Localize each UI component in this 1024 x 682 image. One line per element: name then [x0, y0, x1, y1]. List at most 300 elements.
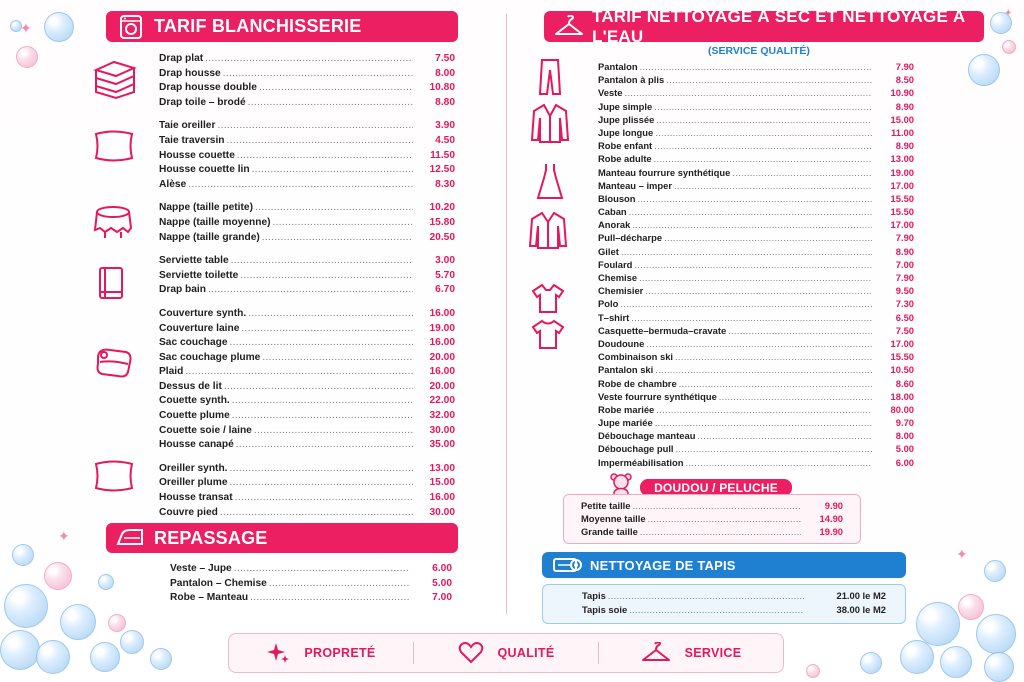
item-price: 3.90: [435, 120, 455, 132]
dot-leader: [648, 512, 801, 525]
item-price: 80.00: [890, 403, 914, 415]
item-price: 3.00: [435, 255, 455, 267]
dot-leader: [620, 297, 872, 310]
dot-leader: [234, 562, 410, 577]
dot-leader: [638, 192, 873, 205]
item-label: Dessus de lit: [159, 380, 222, 392]
item-label: Veste – Jupe: [170, 563, 232, 574]
laundry-title: TARIF BLANCHISSERIE: [154, 16, 362, 36]
ironing-title: REPASSAGE: [154, 527, 268, 548]
dot-leader: [697, 429, 872, 442]
dot-leader: [621, 245, 872, 258]
sparkle-icon: ✦: [1004, 8, 1013, 19]
dot-leader: [259, 81, 413, 96]
dot-leader: [656, 113, 872, 126]
item-label: Jupe longue: [598, 126, 654, 138]
dot-leader: [655, 126, 872, 139]
price-row: [170, 577, 452, 592]
item-price: 14.90: [819, 513, 843, 524]
price-row: [159, 81, 455, 96]
bubble-decoration: [98, 574, 114, 590]
price-row: [598, 311, 914, 324]
item-price: 17.00: [890, 219, 914, 231]
item-label: Couverture synth.: [159, 307, 247, 319]
price-row: [598, 337, 914, 350]
footer-service-label: SERVICE: [684, 646, 742, 660]
tablecloth-icon: [92, 204, 134, 240]
item-price: 16.00: [429, 366, 455, 378]
price-row: [598, 324, 914, 337]
price-row: [581, 512, 843, 525]
dot-leader: [252, 163, 413, 178]
price-row: [159, 307, 455, 322]
ironing-header: [106, 523, 458, 553]
item-price: 32.00: [429, 410, 455, 422]
dot-leader: [230, 476, 413, 491]
price-row: [159, 506, 455, 521]
item-label: Robe – Manteau: [170, 592, 249, 604]
item-price: 15.00: [429, 477, 455, 489]
price-row: [598, 429, 914, 442]
dot-leader: [632, 218, 872, 231]
item-price: 8.00: [435, 67, 455, 79]
drycleaning-title: TARIF NETTOYAGE À SEC ET NETTOYAGE À L'EAU: [592, 6, 966, 46]
item-price: 9.70: [895, 417, 914, 429]
carpet-header: [542, 552, 906, 578]
pillow-icon: [92, 128, 136, 164]
price-row: [582, 589, 886, 603]
item-price: 8.90: [895, 100, 914, 112]
item-label: Sac couchage plume: [159, 351, 261, 363]
item-label: Drap housse double: [159, 82, 257, 94]
item-price: 8.90: [895, 140, 914, 152]
bubble-decoration: [90, 642, 120, 672]
item-label: Gilet: [598, 245, 619, 257]
bubble-decoration: [940, 646, 972, 678]
item-price: 8.00: [895, 430, 914, 442]
item-label: Caban: [598, 206, 627, 218]
dot-leader: [640, 60, 872, 73]
item-label: Housse transat: [159, 492, 233, 504]
dot-leader: [255, 201, 413, 216]
price-row: [598, 60, 914, 73]
price-row: [159, 96, 455, 111]
price-row: [159, 149, 455, 164]
item-label: Imperméabilisation: [598, 456, 684, 468]
price-row: [598, 377, 914, 390]
dot-leader: [241, 322, 413, 337]
item-price: 22.00: [429, 395, 455, 407]
footer-quality-label: QUALITÉ: [497, 646, 555, 660]
dot-leader: [232, 409, 413, 424]
item-label: Housse couette: [159, 149, 235, 161]
bubble-decoration: [4, 584, 48, 628]
price-row: [598, 416, 914, 429]
dot-leader: [685, 456, 872, 469]
towel-icon: [96, 264, 128, 302]
price-row: [159, 409, 455, 424]
footer-values-bar: [228, 633, 784, 673]
item-price: 7.30: [895, 298, 914, 310]
dot-leader: [674, 179, 872, 192]
price-row: [598, 166, 914, 179]
dot-leader: [262, 231, 413, 246]
item-price: 13.00: [429, 462, 455, 474]
bubble-decoration: [900, 640, 934, 674]
item-price: 16.00: [429, 492, 455, 504]
item-label: Anorak: [598, 219, 631, 231]
price-row: [159, 322, 455, 337]
tshirt-icon: [530, 318, 566, 350]
item-label: Foulard: [598, 258, 633, 270]
bubble-decoration: [958, 594, 984, 620]
price-row: [159, 254, 455, 269]
price-row: [159, 351, 455, 366]
item-label: Sac couchage: [159, 337, 228, 349]
price-row: [598, 179, 914, 192]
price-row: [598, 126, 914, 139]
item-label: Jupe mariée: [598, 417, 653, 429]
item-label: Robe enfant: [598, 140, 653, 152]
price-row: [159, 216, 455, 231]
item-label: Taie oreiller: [159, 120, 216, 132]
sparkle-icon: ✦: [20, 20, 32, 36]
price-row: [598, 363, 914, 376]
price-row: [159, 178, 455, 193]
bubble-decoration: [44, 12, 74, 42]
item-price: 8.30: [435, 178, 455, 190]
item-label: Combinaison ski: [598, 351, 674, 363]
price-row: [159, 491, 455, 506]
price-row: [598, 86, 914, 99]
price-row: [159, 52, 455, 67]
dot-leader: [646, 337, 872, 350]
dot-leader: [231, 254, 413, 269]
dot-leader: [262, 351, 413, 366]
group-spacer: [159, 453, 455, 462]
item-label: Robe mariée: [598, 403, 655, 415]
dot-leader: [654, 139, 872, 152]
dot-leader: [633, 499, 802, 512]
item-price: 19.00: [890, 166, 914, 178]
dot-leader: [666, 73, 872, 86]
price-row: [598, 350, 914, 363]
item-label: Couvre pied: [159, 506, 218, 518]
dot-leader: [185, 365, 413, 380]
price-row: [598, 271, 914, 284]
price-row: [159, 269, 455, 284]
dot-leader: [675, 350, 872, 363]
item-label: Oreiller synth.: [159, 462, 228, 474]
item-label: Oreiller plume: [159, 477, 228, 489]
dot-leader: [232, 394, 413, 409]
iron-icon: [116, 523, 146, 553]
price-row: [159, 424, 455, 439]
sparkle-icon: ✦: [956, 546, 968, 562]
bubble-decoration: [150, 648, 172, 670]
drycleaning-header: [544, 6, 984, 46]
item-label: Nappe (taille petite): [159, 202, 253, 214]
dot-leader: [208, 283, 413, 298]
item-price: 15.50: [890, 351, 914, 363]
item-price: 18.00: [890, 390, 914, 402]
price-row: [159, 462, 455, 477]
item-label: Nappe (taille moyenne): [159, 216, 271, 228]
dot-leader: [719, 390, 872, 403]
item-price: 35.00: [429, 439, 455, 451]
column-divider: [506, 14, 507, 614]
item-price: 8.60: [895, 377, 914, 389]
item-price: 16.00: [429, 307, 455, 319]
price-row: [598, 245, 914, 258]
dot-leader: [248, 307, 413, 322]
price-row: [159, 231, 455, 246]
price-row: [581, 525, 843, 538]
dot-leader: [205, 52, 413, 67]
item-price: 10.50: [890, 364, 914, 376]
item-label: Robe adulte: [598, 153, 652, 165]
dot-leader: [639, 271, 872, 284]
group-spacer: [159, 192, 455, 201]
item-label: Casquette–bermuda–cravate: [598, 324, 727, 336]
washing-machine-icon: [116, 12, 146, 42]
item-price: 15.50: [890, 206, 914, 218]
item-label: Blouson: [598, 192, 636, 204]
group-spacer: [159, 298, 455, 307]
item-price: 19.90: [819, 526, 843, 537]
dot-leader: [220, 506, 413, 521]
dot-leader: [227, 134, 414, 149]
item-price: 19.00: [429, 322, 455, 334]
plush-title: DOUDOU / PELUCHE: [654, 480, 778, 495]
bubble-decoration: [860, 652, 882, 674]
dot-leader: [664, 231, 872, 244]
footer-cleanliness: [229, 641, 413, 665]
item-price: 30.00: [429, 424, 455, 436]
item-price: 7.00: [432, 592, 452, 604]
dot-leader: [634, 258, 872, 271]
price-row: [170, 562, 452, 577]
bubble-decoration: [0, 630, 40, 670]
item-label: Doudoune: [598, 337, 645, 349]
item-price: 8.50: [895, 74, 914, 86]
hanger-icon: [641, 642, 671, 664]
item-label: Débouchage manteau: [598, 430, 696, 442]
dot-leader: [629, 205, 872, 218]
price-row: [598, 231, 914, 244]
price-row: [598, 192, 914, 205]
item-label: Couette soie / laine: [159, 424, 252, 436]
item-label: Petite taille: [581, 500, 631, 511]
item-label: Serviette table: [159, 255, 229, 267]
bubble-decoration: [44, 562, 72, 590]
dot-leader: [728, 324, 872, 337]
price-row: [598, 100, 914, 113]
sparkle-icon: [266, 641, 290, 665]
dot-leader: [732, 166, 872, 179]
dot-leader: [655, 416, 872, 429]
bubble-decoration: [16, 46, 38, 68]
item-label: Drap housse: [159, 67, 221, 79]
item-label: Nappe (taille grande): [159, 231, 260, 243]
item-price: 5.00: [432, 577, 452, 589]
dot-leader: [269, 577, 410, 592]
item-label: Housse canapé: [159, 439, 234, 451]
item-price: 7.50: [895, 324, 914, 336]
dot-leader: [640, 525, 801, 538]
price-row: [159, 476, 455, 491]
bubble-decoration: [916, 602, 960, 646]
price-row: [159, 283, 455, 298]
price-row: [159, 438, 455, 453]
price-row: [598, 139, 914, 152]
dot-leader: [608, 589, 804, 603]
bubble-decoration: [120, 630, 144, 654]
dot-leader: [273, 216, 413, 231]
item-price: 15.00: [890, 113, 914, 125]
item-price: 11.00: [891, 126, 914, 138]
price-row: [159, 134, 455, 149]
dot-leader: [188, 178, 413, 193]
plush-price-list: [581, 499, 843, 538]
item-label: Couette synth.: [159, 395, 230, 407]
item-label: Tapis soie: [582, 604, 628, 615]
price-row: [598, 73, 914, 86]
ironing-price-list: [170, 562, 452, 606]
item-label: Housse couette lin: [159, 164, 250, 176]
coat-icon: [528, 210, 568, 250]
dot-leader: [625, 86, 873, 99]
item-label: Couette plume: [159, 410, 230, 422]
polo-shirt-icon: [530, 282, 566, 314]
item-price: 5.70: [435, 269, 455, 281]
price-row: [598, 258, 914, 271]
dot-leader: [230, 336, 413, 351]
dot-leader: [676, 442, 872, 455]
price-row: [159, 394, 455, 409]
laundry-price-list: [159, 52, 455, 520]
item-label: Grande taille: [581, 526, 638, 537]
item-price: 20.00: [429, 351, 455, 363]
dot-leader: [629, 603, 804, 617]
item-label: Pantalon ski: [598, 364, 654, 376]
item-price: 7.50: [435, 53, 455, 64]
group-spacer: [159, 245, 455, 254]
item-label: Manteau fourrure synthétique: [598, 166, 731, 178]
price-row: [159, 163, 455, 178]
laundry-header: [106, 11, 458, 42]
item-label: Taie traversin: [159, 134, 225, 146]
item-price: 8.90: [895, 245, 914, 257]
item-price: 7.90: [895, 61, 914, 72]
dot-leader: [654, 152, 872, 165]
item-price: 6.00: [895, 456, 914, 468]
trousers-icon: [536, 58, 564, 96]
item-label: Pantalon – Chemise: [170, 577, 267, 589]
item-price: 10.20: [429, 202, 455, 214]
dot-leader: [240, 269, 413, 284]
bubble-decoration: [806, 664, 820, 678]
dot-leader: [223, 67, 413, 82]
price-row: [598, 284, 914, 297]
footer-cleanliness-label: PROPRETÉ: [304, 646, 376, 660]
item-label: Pantalon à plis: [598, 74, 665, 86]
item-label: Débouchage pull: [598, 443, 674, 455]
item-price: 16.00: [429, 337, 455, 349]
item-label: Veste fourrure synthétique: [598, 390, 717, 402]
item-price: 10.90: [890, 87, 914, 99]
item-price: 15.80: [429, 216, 455, 228]
item-label: Serviette toilette: [159, 269, 239, 281]
item-price: 30.00: [429, 506, 455, 518]
bubble-decoration: [984, 560, 1006, 582]
dot-leader: [679, 377, 872, 390]
price-row: [598, 297, 914, 310]
item-price: 7.90: [895, 232, 914, 244]
price-row: [598, 456, 914, 469]
item-label: Plaid: [159, 366, 184, 378]
price-row: [170, 591, 452, 606]
item-price: 10.80: [429, 82, 455, 94]
price-row: [159, 365, 455, 380]
price-row: [598, 113, 914, 126]
service-subtitle: (SERVICE QUALITÉ): [708, 45, 810, 57]
pillow-icon: [92, 458, 136, 494]
bubble-decoration: [12, 544, 34, 566]
bubble-decoration: [984, 652, 1014, 682]
price-row: [159, 380, 455, 395]
dot-leader: [631, 311, 872, 324]
item-price: 8.80: [435, 96, 455, 108]
price-row: [581, 499, 843, 512]
dot-leader: [224, 380, 413, 395]
item-label: Chemise: [598, 272, 638, 283]
bubble-decoration: [976, 614, 1016, 654]
footer-service: [599, 642, 783, 664]
price-row: [598, 205, 914, 218]
bubble-decoration: [60, 604, 96, 640]
hanger-icon: [554, 12, 584, 42]
item-price: 5.00: [895, 443, 914, 455]
item-price: 4.50: [435, 134, 455, 146]
item-label: Couverture laine: [159, 322, 240, 334]
item-price: 13.00: [890, 153, 914, 165]
dot-leader: [248, 96, 413, 111]
price-row: [159, 336, 455, 351]
item-label: Tapis: [582, 590, 606, 601]
drycleaning-price-list: [598, 60, 914, 469]
price-row: [159, 67, 455, 82]
dot-leader: [217, 119, 413, 134]
item-price: 7.00: [895, 258, 914, 270]
item-label: Veste: [598, 87, 623, 99]
item-price: 6.70: [435, 284, 455, 296]
item-label: Pull–décharpe: [598, 232, 663, 244]
item-label: Robe de chambre: [598, 377, 677, 389]
item-price: 11.50: [430, 149, 455, 161]
carpet-roll-icon: [552, 550, 582, 580]
dot-leader: [654, 100, 872, 113]
price-row: [598, 152, 914, 165]
bubble-decoration: [108, 614, 126, 632]
jacket-icon: [530, 102, 570, 144]
price-row: [159, 201, 455, 216]
dot-leader: [250, 591, 410, 606]
bubble-decoration: [968, 54, 1000, 86]
price-row: [159, 119, 455, 134]
item-price: 17.00: [890, 337, 914, 349]
item-label: Pantalon: [598, 61, 638, 72]
